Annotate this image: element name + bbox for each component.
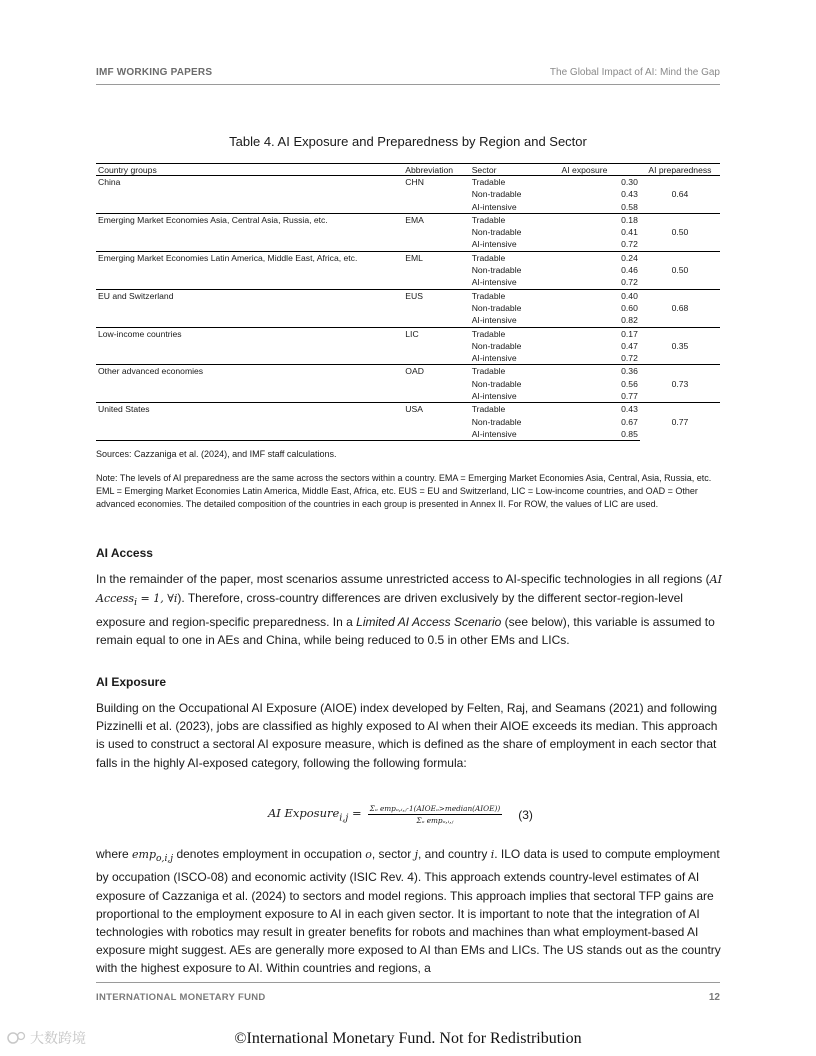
empty-cell <box>403 378 469 390</box>
math-var: emp <box>132 848 157 861</box>
watermark-text: 大数跨境 <box>30 1030 86 1046</box>
empty-cell <box>96 264 403 276</box>
country-group-cell: United States <box>96 403 403 416</box>
paragraph-ai-exposure: Building on the Occupational AI Exposure (AIOE) index developed by Felten, Raj, and Seamans (2021) and following Pizzinelli et al. (2023), jobs are classified as highly exposed to AI when their AIOE exceeds its median. This approach is used to construct a sectoral AI exposure measure, which is defined as the share of employment in each sector that falls in the highly AI-exposed category, following the following formula: <box>96 701 718 770</box>
column-header: AI exposure <box>529 164 640 176</box>
ai-exposure-cell: 0.72 <box>621 353 638 364</box>
ai-preparedness-cell: 0.73 <box>640 365 720 403</box>
equation-lhs: AI Exposure$_{i,j}$ = <box>268 805 362 824</box>
ai-exposure-cell: 0.43 <box>529 403 640 416</box>
paragraph-ai-access <box>96 570 722 649</box>
equation-number: (3) <box>518 807 533 822</box>
empty-cell <box>403 340 469 352</box>
table-row <box>96 251 720 264</box>
abbreviation-cell: EMA <box>403 213 469 226</box>
country-group-cell: EU and Switzerland <box>96 289 403 302</box>
abbreviation-cell: USA <box>403 403 469 416</box>
empty-cell <box>96 188 403 200</box>
sector-cell: Tradable <box>470 213 529 226</box>
math-sub: i <box>134 597 138 609</box>
sector-cell: AI-intensive <box>471 239 517 250</box>
ai-preparedness-cell: 0.68 <box>640 289 720 327</box>
text-run: In the remainder of the paper, most scenarios assume unrestricted access to AI-specific technologies in all regions ( <box>96 572 710 586</box>
table-row <box>96 188 720 200</box>
sector-cell: Tradable <box>470 403 529 416</box>
empty-cell <box>96 276 403 289</box>
empty-cell <box>403 188 469 200</box>
sector-cell: Tradable <box>470 176 529 189</box>
ai-preparedness-cell: 0.50 <box>640 251 720 289</box>
text-run: (see below), this variable is assumed to remain equal to one in AEs and China, while being reduced to 0.5 in other EMs and LICs. <box>96 614 715 647</box>
math-rest: = 1, ∀i <box>137 592 178 606</box>
ai-exposure-cell: 0.36 <box>529 365 640 378</box>
empty-cell <box>403 226 469 238</box>
equation-denominator: Σₒ empₒ,ᵢ,ⱼ <box>416 816 454 825</box>
table-header-row <box>96 164 720 176</box>
abbreviation-cell: EUS <box>403 289 469 302</box>
running-header-right: The Global Impact of AI: Mind the Gap <box>549 67 720 78</box>
country-group-cell: Emerging Market Economies Asia, Central Asia, Russia, etc. <box>96 213 403 226</box>
ai-exposure-cell: 0.82 <box>621 315 638 326</box>
ai-exposure-cell: 0.85 <box>529 428 640 441</box>
sector-cell: AI-intensive <box>471 315 517 326</box>
equation-fraction <box>368 804 503 825</box>
equation-3 <box>268 804 533 825</box>
country-group-cell: Other advanced economies <box>96 365 403 378</box>
abbreviation-cell: LIC <box>403 327 469 340</box>
sector-cell: AI-intensive <box>471 353 517 364</box>
table-row <box>96 352 720 365</box>
empty-cell <box>96 340 403 352</box>
column-header: Country groups <box>96 164 403 176</box>
page-number: 12 <box>708 992 720 1003</box>
text-run: . ILO data is used to compute employment by occupation (ISCO-08) and economic activity (ISIC Rev. 4). This approach extends country-level estimates of AI exposure of Cazzaniga et al. (2024) to sectors and model regions. This approach implies that sectoral TFP gains are proportional to the employment exposure to AI in each given sector. It is important to note that the integration of AI technologies with robotics may result in greater benefits for robots and machines than what employment-based AI exposure might suggest. AEs are generally more exposed to AI than EMs and LICs. The US stands out as the country with the highest exposure to AI. Within countries and regions, a <box>96 847 721 976</box>
sector-cell: Tradable <box>470 365 529 378</box>
empty-cell <box>96 416 403 428</box>
copyright-notice: ©International Monetary Fund. Not for Redistribution <box>234 1030 582 1047</box>
ai-preparedness-cell: 0.35 <box>640 327 720 365</box>
math-inline <box>132 848 174 865</box>
abbreviation-cell: OAD <box>403 365 469 378</box>
sector-cell: Non-tradable <box>471 189 522 200</box>
text-run: , and country <box>417 847 491 861</box>
ai-exposure-cell: 0.72 <box>621 277 638 288</box>
table-row <box>96 289 720 302</box>
column-header: Sector <box>470 164 529 176</box>
empty-cell <box>403 201 469 214</box>
empty-cell <box>403 302 469 314</box>
table-row <box>96 176 720 189</box>
table-row <box>96 226 720 238</box>
empty-cell <box>403 314 469 327</box>
math-var: AI Access <box>96 573 722 606</box>
table-row <box>96 403 720 416</box>
ai-exposure-cell: 0.47 <box>621 340 638 351</box>
table-row <box>96 302 720 314</box>
sector-cell: Non-tradable <box>471 302 522 313</box>
empty-cell <box>96 428 403 441</box>
empty-cell <box>96 201 403 214</box>
empty-cell <box>96 238 403 251</box>
sector-cell: AI-intensive <box>471 201 517 212</box>
table-row <box>96 428 720 441</box>
text-run: ). Therefore, cross-country differences are driven exclusively by the different sector-region-level exposure and region-specific preparedness. In a <box>96 591 683 629</box>
equation-numerator: Σₒ empₒ,ᵢ,ⱼ·1(AIOEₒ>median(AIOE)) <box>369 804 501 813</box>
sector-cell: Non-tradable <box>471 340 522 351</box>
empty-cell <box>96 352 403 365</box>
table-title: Table 4. AI Exposure and Preparedness by Region and Sector <box>229 134 587 149</box>
empty-cell <box>403 264 469 276</box>
ai-exposure-cell: 0.60 <box>621 302 638 313</box>
sector-cell: Non-tradable <box>471 265 522 276</box>
math-var: o <box>365 848 372 861</box>
header-divider <box>96 84 720 85</box>
empty-cell <box>403 276 469 289</box>
ai-exposure-cell: 0.41 <box>621 227 638 238</box>
empty-cell <box>403 390 469 403</box>
ai-exposure-cell: 0.67 <box>621 416 638 427</box>
sector-cell: Tradable <box>470 289 529 302</box>
empty-cell <box>96 378 403 390</box>
empty-cell <box>403 238 469 251</box>
country-group-cell: Emerging Market Economies Latin America, Middle East, Africa, etc. <box>96 251 403 264</box>
table-row <box>96 314 720 327</box>
country-group-cell: Low-income countries <box>96 327 403 340</box>
ai-preparedness-cell: 0.50 <box>640 213 720 251</box>
sector-cell: AI-intensive <box>471 277 517 288</box>
empty-cell <box>96 302 403 314</box>
ai-exposure-cell: 0.43 <box>621 189 638 200</box>
footer-divider <box>96 982 720 983</box>
empty-cell <box>96 390 403 403</box>
table-sources: Sources: Cazzaniga et al. (2024), and IMF staff calculations. <box>96 449 337 459</box>
table-row <box>96 378 720 390</box>
table-row <box>96 416 720 428</box>
ai-exposure-cell: 0.77 <box>621 391 638 402</box>
sector-cell: AI-intensive <box>470 428 529 441</box>
table-row <box>96 276 720 289</box>
table-row <box>96 264 720 276</box>
country-group-cell: China <box>96 176 403 189</box>
table-row <box>96 340 720 352</box>
column-header: AI preparedness <box>640 164 720 176</box>
section-heading-ai-exposure: AI Exposure <box>96 675 167 689</box>
ai-preparedness-cell: 0.77 <box>640 403 720 441</box>
table-row <box>96 238 720 251</box>
table-row <box>96 390 720 403</box>
empty-cell <box>403 428 469 441</box>
sector-cell: Non-tradable <box>471 227 522 238</box>
empty-cell <box>96 314 403 327</box>
abbreviation-cell: EML <box>403 251 469 264</box>
sector-cell: Non-tradable <box>471 416 522 427</box>
math-var: j <box>414 848 418 861</box>
ai-exposure-cell: 0.46 <box>621 265 638 276</box>
ai-exposure-cell: 0.58 <box>621 201 638 212</box>
ai-preparedness-cell: 0.64 <box>640 176 720 214</box>
table-row <box>96 365 720 378</box>
scenario-name: Limited AI Access Scenario <box>356 614 502 629</box>
equation-lhs-var: AI Exposure <box>268 805 340 820</box>
ai-exposure-cell: 0.72 <box>621 239 638 250</box>
ai-exposure-cell: 0.24 <box>529 251 640 264</box>
table-row <box>96 213 720 226</box>
text-run: where <box>96 847 133 861</box>
abbreviation-cell: CHN <box>403 176 469 189</box>
empty-cell <box>96 226 403 238</box>
table-row <box>96 201 720 214</box>
sector-cell: AI-intensive <box>471 391 517 402</box>
ai-exposure-cell: 0.30 <box>529 176 640 189</box>
empty-cell <box>403 416 469 428</box>
ai-exposure-cell: 0.18 <box>529 213 640 226</box>
empty-cell <box>403 352 469 365</box>
sector-cell: Tradable <box>470 251 529 264</box>
footer-publisher: INTERNATIONAL MONETARY FUND <box>96 992 266 1003</box>
section-heading-ai-access: AI Access <box>96 546 153 560</box>
ai-exposure-cell: 0.56 <box>621 378 638 389</box>
exposure-preparedness-table <box>96 163 720 441</box>
table-note: Note: The levels of AI preparedness are the same across the sectors within a country. EMA = Emerging Market Economies Asia, Central, Asia, Russia, etc. EML = Emerging Market Economies Latin America, Middle East, Africa, etc. EUS = EU and Switzerland, LIC = Low-income countries, and OAD = Other advanced economies. The detailed composition of the countries in each group is presented in Annex II. For ROW, the values of LIC are used. <box>96 473 712 509</box>
table-body <box>96 176 720 441</box>
equation-lhs-sub: i,j <box>339 812 349 824</box>
ai-exposure-cell: 0.40 <box>529 289 640 302</box>
sector-cell: Tradable <box>470 327 529 340</box>
text-run: , sector <box>371 847 415 861</box>
column-header: Abbreviation <box>403 164 469 176</box>
sector-cell: Non-tradable <box>471 378 522 389</box>
running-header-left: IMF WORKING PAPERS <box>96 67 213 78</box>
paragraph-exposure-definition <box>96 845 722 978</box>
text-run: denotes employment in occupation <box>173 847 366 861</box>
math-sub: o,i,j <box>156 853 174 865</box>
table-row <box>96 327 720 340</box>
ai-exposure-cell: 0.17 <box>529 327 640 340</box>
math-var: i <box>490 848 495 861</box>
